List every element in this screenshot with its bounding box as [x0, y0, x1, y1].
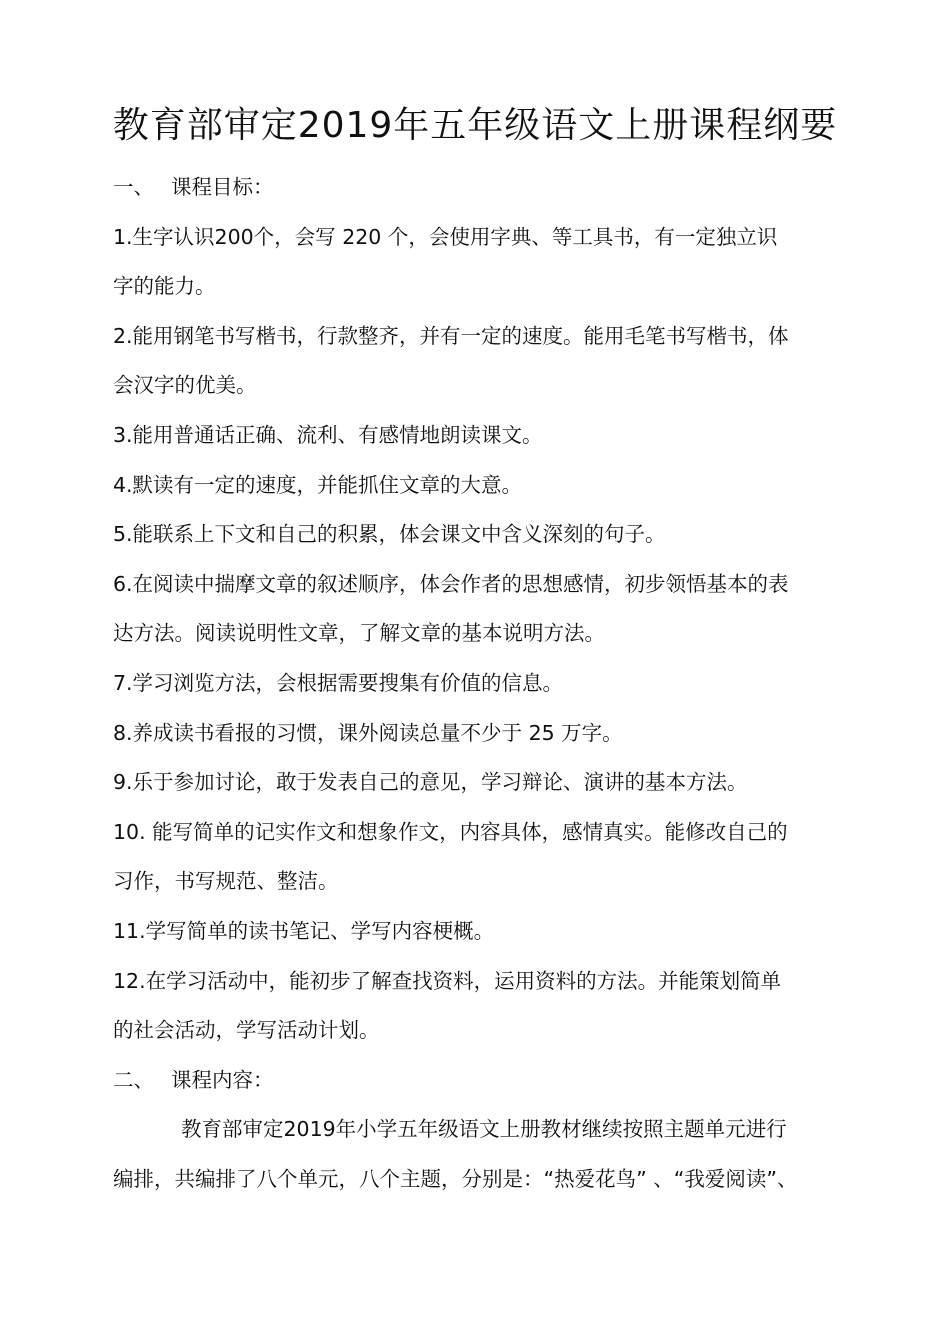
- document-title: 教育部审定2019年五年级语文上册课程纲要: [112, 105, 838, 146]
- section-heading-content: [113, 1056, 841, 1106]
- text-line: 12.在学习活动中，能初步了解查找资料，运用资料的方法。并能策划简单: [113, 968, 782, 993]
- text-line: 教育部审定2019年小学五年级语文上册教材继续按照主题单元进行: [181, 1117, 787, 1142]
- text-line: 1.生字认识200个，会写 220 个，会使用字典、等工具书，有一定独立识: [113, 224, 778, 249]
- text-line: 5.能联系上下文和自己的积累，体会课文中含义深刻的句子。: [113, 522, 666, 547]
- document-body: [113, 163, 841, 1204]
- section-title: 课程目标：: [171, 175, 274, 199]
- text-line: 10. 能写简单的记实作文和想象作文，内容具体，感情真实。能修改自己的: [113, 819, 788, 844]
- text-line: 达方法。阅读说明性文章，了解文章的基本说明方法。: [113, 621, 605, 646]
- text-line: 的社会活动，学写活动计划。: [113, 1018, 380, 1043]
- text-line: 9.乐于参加讨论，敢于发表自己的意见，学习辩论、演讲的基本方法。: [113, 770, 748, 795]
- section-title: 课程内容：: [171, 1067, 274, 1092]
- text-line: 编排，共编排了八个单元，八个主题，分别是：“热爱花鸟” 、“我爱阅读”、: [113, 1166, 798, 1191]
- section-number: 二、: [113, 1067, 154, 1092]
- text-line: 会汉字的优美。: [113, 373, 257, 398]
- text-line: 3.能用普通话正确、流利、有感情地朗读课文。: [113, 422, 543, 447]
- text-line: 字的能力。: [113, 274, 216, 299]
- text-line: 8.养成读书看报的习惯，课外阅读总量不少于 25 万字。: [113, 720, 623, 745]
- text-line: 11.学写简单的读书笔记、学写内容梗概。: [113, 918, 495, 943]
- text-line: 4.默读有一定的速度，并能抓住文章的大意。: [113, 472, 523, 497]
- text-line: 6.在阅读中揣摩文章的叙述顺序，体会作者的思想感情，初步领悟基本的表: [113, 571, 789, 596]
- text-line: 习作，书写规范、整洁。: [113, 869, 339, 894]
- text-line: 2.能用钢笔书写楷书，行款整齐，并有一定的速度。能用毛笔书写楷书，体: [113, 323, 789, 348]
- section-heading-goals: [113, 163, 841, 213]
- text-line: 7.学习浏览方法，会根据需要搜集有价值的信息。: [113, 670, 564, 695]
- section-number: 一、: [113, 175, 154, 199]
